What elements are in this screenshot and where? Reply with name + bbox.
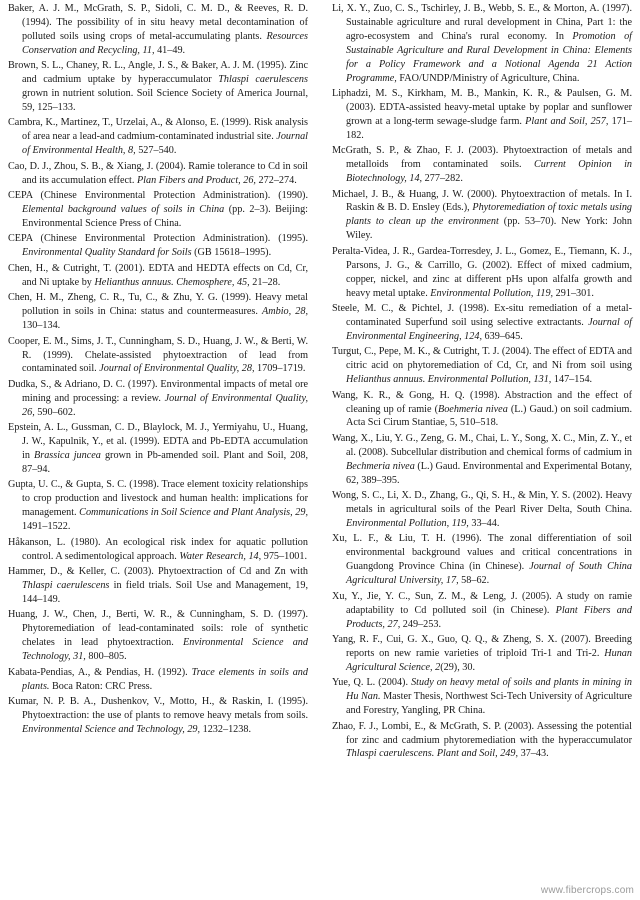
reference-text: CEPA (Chinese Environmental Protection Administration). (1995). (8, 233, 308, 245)
reference-text: Wong, S. C., Li, X. D., Zhang, G., Qi, S. H., & Min, Y. S. (2002). Heavy metals in agricultural soils of the Pearl River Delta, South China. (332, 490, 632, 516)
reference-text: FAO/UNDP/Ministry of Agriculture, China. (396, 72, 580, 84)
reference-text: 975–1001. (261, 550, 308, 562)
reference-italic-text: Elemental background values of soils in China (22, 204, 225, 216)
reference-entry (8, 478, 308, 534)
reference-italic-text: Plant and Soil, 257, (525, 115, 609, 127)
reference-italic-text: Boehmeria nivea (437, 403, 508, 415)
reference-text: Chen, H. M., Zheng, C. R., Tu, C., & Zhu, Y. G. (1999). Heavy metal pollution in soils in China: status and countermeasures. (8, 292, 308, 318)
reference-text: 291–301. (553, 287, 594, 299)
reference-text: 1491–1522. (22, 521, 71, 533)
reference-text: 37–43. (518, 748, 549, 760)
reference-italic-text: Environmental Science and Technology, 29, (22, 723, 201, 735)
reference-italic-text: Helianthus annuus. Chemosphere, 45, (94, 276, 250, 288)
reference-text: Yang, R. F., Cui, G. X., Guo, Q. Q., & Zheng, S. X. (2007). Breeding reports on new ramie varieties of triploid Tri-1 and Tri-2. (332, 634, 632, 659)
reference-entry (8, 59, 308, 115)
reference-entry (8, 565, 308, 607)
reference-text: Wang, K. R., & Gong, H. Q. (1998). Abstraction and the effect of cleaning up of ramie ( (332, 389, 632, 415)
reference-italic-text: Journal of Environmental Health, 8, (22, 131, 308, 157)
reference-text: Brown, S. L., Chaney, R. L., Angle, J. S., & Baker, A. J. M. (1995). Zinc and cadmium uptake by hyperaccumulator (8, 60, 308, 86)
reference-text: 800–805. (85, 651, 127, 663)
reference-text: grown in nutrient solution. Soil Science Society of America Journal, 59, 125–133. (22, 88, 308, 113)
reference-text: Kabata-Pendias, A., & Pendias, H. (1992). (8, 666, 192, 678)
reference-italic-text: Journal of Environmental Engineering, 124, (346, 316, 632, 342)
reference-entry (332, 532, 632, 588)
reference-italic-text: Promotion of Sustainable Agriculture and Rural Development in China: Elements for a Policy Framework and a Notional Agenda 21 Action Programme, (346, 30, 632, 84)
reference-entry (332, 633, 632, 675)
reference-text: 171–182. (346, 115, 633, 141)
reference-text: Cao, D. J., Zhou, S. B., & Xiang, J. (2004). Ramie tolerance to Cd in soil and its accumulation effect. (8, 160, 308, 186)
reference-italic-text: Study on heavy metal of soils and plants in mining in Hu Nan. (346, 677, 632, 703)
reference-text: (L.) Gaud.) on soil cadmium. Acta Sci Cirum Stantiae, 5, 510–518. (346, 403, 633, 429)
reference-entry (332, 489, 632, 531)
reference-italic-text: Ambio, 28, (262, 306, 308, 318)
reference-text: Wang, X., Liu, Y. G., Zeng, G. M., Chai, L. Y., Song, X. C., Min, Z. Y., et al. (2008). Subcellular distribution and chemical forms of cadmium in (332, 432, 632, 458)
reference-text: Kumar, N. P. B. A., Dushenkov, V., Motto, H., & Raskin, I. (1995). Phytoextraction: the use of plants to remove heavy metals from soils. (8, 696, 308, 721)
reference-text: Håkanson, L. (1980). An ecological risk index for aquatic pollution control. A sedimentological approach. (8, 536, 308, 562)
reference-italic-text: Journal of South China Agricultural University, 17, (346, 561, 632, 587)
reference-text: Li, X. Y., Zuo, C. S., Tschirley, J. B., Webb, S. E., & Morton, A. (1997). Sustainable agriculture and rural development in China, Part 1: the agro-ecosystem and China's rural economy. In (332, 3, 632, 42)
reference-italic-text: Helianthus annuus. Environmental Pollution, 131, (346, 374, 552, 386)
reference-italic-text: Current Opinion in Biotechnology, 14, (346, 159, 632, 185)
reference-text: 527–540. (135, 145, 177, 157)
reference-text: Epstein, A. L., Gussman, C. D., Blaylock, M. J., Yermiyahu, U., Huang, J. W., Kapulnik, Y., et al. (1999). EDTA and Pb-EDTA accumulation in (8, 422, 308, 462)
reference-text: Boca Raton: CRC Press. (49, 680, 153, 692)
reference-italic-text: Thlaspi caerulescens (22, 579, 110, 591)
reference-entry (332, 676, 632, 718)
reference-entry (332, 432, 632, 488)
reference-italic-text: Hunan Agricultural Science, 2 (346, 647, 632, 673)
reference-italic-text: Journal of Environmental Quality, 26, (22, 392, 308, 418)
reference-entry (332, 590, 632, 632)
reference-text: 147–154. (551, 374, 593, 386)
reference-italic-text: Environmental Science and Technology, 31, (22, 637, 308, 663)
reference-entry (8, 2, 308, 58)
reference-entry (332, 720, 632, 762)
reference-italic-text: Brassica juncea (34, 450, 101, 462)
reference-text: Baker, A. J. M., McGrath, S. P., Sidoli, C. M. D., & Reeves, R. D. (1994). The possibility of in situ heavy metal decontamination of polluted soils using crops of metal-accumulating plants. (8, 3, 308, 42)
reference-italic-text: Thlaspi caerulescens (218, 74, 308, 86)
reference-entry (8, 695, 308, 737)
reference-entry (332, 245, 632, 301)
reference-text: 1709–1719. (254, 363, 306, 375)
reference-italic-text: Phytoremediation of toxic metals using plants to clean up the environment (346, 202, 633, 228)
reference-text: (29), 30. (440, 661, 476, 673)
reference-text: Zhao, F. J., Lombi, E., & McGrath, S. P. (2003). Assessing the potential for zinc and cadmium phytoremediation with the hyperaccumulator (332, 720, 632, 746)
reference-text: 590–602. (34, 406, 76, 418)
reference-text: Dudka, S., & Adriano, D. C. (1997). Environmental impacts of metal ore mining and processing: a review. (8, 378, 308, 404)
reference-entry (8, 262, 308, 290)
reference-italic-text: Plant Fibers and Products, 27, (346, 604, 632, 630)
watermark: www.fibercrops.com (540, 885, 634, 896)
reference-text: (GB 15618–1995). (191, 247, 272, 259)
reference-text: Steele, M. C., & Pichtel, J. (1998). Ex-situ remediation of a metal-contaminated Superfund soil using selective extractants. (332, 303, 632, 328)
reference-italic-text: Journal of Environmental Quality, 28, (99, 363, 255, 375)
reference-entry (332, 188, 632, 244)
reference-text: in field trials. Soil Use and Management, 19, 144–149. (22, 579, 309, 605)
reference-entry (8, 608, 308, 664)
reference-column-right (332, 2, 632, 763)
reference-entry (332, 2, 632, 85)
reference-text: Master Thesis, Northwest Sci-Tech University of Agriculture and Forestry, Yangling, PR China. (346, 691, 632, 717)
reference-text: 58–62. (458, 575, 490, 587)
reference-italic-text: Plan Fibers and Product, 26, (136, 174, 256, 186)
reference-text: McGrath, S. P., & Zhao, F. J. (2003). Phytoextraction of metals and metalloids from contaminated soils. (332, 145, 632, 171)
reference-italic-text: Environmental Pollution, 119, (430, 287, 554, 299)
reference-entry (8, 189, 308, 231)
reference-entry (332, 144, 632, 186)
reference-text: CEPA (Chinese Environmental Protection Administration). (1990). (8, 190, 308, 202)
reference-entry (8, 335, 308, 377)
reference-italic-text: Bechmeria nivea (346, 460, 415, 472)
reference-text: Turgut, C., Pepe, M. K., & Cutright, T. J. (2004). The effect of EDTA and citric acid on phytoremediation of Cd, Cr, and Ni from soil using (332, 346, 632, 372)
reference-text: Chen, H., & Cutright, T. (2001). EDTA and HEDTA effects on Cd, Cr, and Ni uptake by (8, 262, 308, 288)
reference-text: Michael, J. B., & Huang, J. W. (2000). Phytoextraction of metals. In I. Raskin & B. D. Ensley (Eds.), (332, 188, 632, 214)
reference-text: Xu, Y., Jie, Y. C., Sun, Z. M., & Leng, J. (2005). A study on ramie adaptability to Cd polluted soil (in Chinese). (332, 590, 632, 616)
reference-text: Yue, Q. L. (2004). (332, 677, 412, 689)
reference-italic-text: Environmental Quality Standard for Soils (22, 247, 192, 259)
reference-text: Cambra, K., Martinez, T., Urzelai, A., & Alonso, E. (1999). Risk analysis of area near a lead-and cadmium-contaminated industrial site. (8, 117, 308, 143)
reference-column-left (8, 2, 308, 738)
reference-entry (332, 302, 632, 344)
reference-text: 33–44. (468, 517, 500, 529)
reference-entry (8, 291, 308, 333)
reference-text: (pp. 2–3). Beijing: Environmental Science Press of China. (22, 204, 308, 229)
reference-text: 249–253. (400, 618, 441, 630)
reference-text: 277–282. (422, 173, 463, 185)
reference-text: Liphadzi, M. S., Kirkham, M. B., Mankin, K. R., & Paulsen, G. M. (2003). EDTA-assisted heavy-metal uptake by poplar and sunflower grown at a long-term sewage-sludge farm. (332, 88, 632, 127)
reference-entry (8, 232, 308, 260)
reference-text: 41–49. (154, 44, 186, 56)
reference-text: 130–134. (22, 320, 61, 332)
reference-entry (8, 378, 308, 420)
reference-text: (L.) Gaud. Environmental and Experimental Botany, 62, 389–395. (346, 460, 632, 486)
reference-italic-text: Environmental Pollution, 119, (346, 517, 469, 529)
reference-text: 639–645. (482, 330, 523, 342)
reference-text: Hammer, D., & Keller, C. (2003). Phytoextraction of Cd and Zn with (8, 566, 308, 578)
reference-text: 21–28. (249, 276, 281, 288)
reference-italic-text: Communications in Soil Science and Plant Analysis, 29, (79, 507, 308, 519)
reference-text: Gupta, U. C., & Gupta, S. C. (1998). Trace element toxicity relationships to crop production and livestock and human health: implications for management. (8, 479, 308, 519)
reference-italic-text: Thlaspi caerulescens. Plant and Soil, 249, (346, 748, 519, 760)
reference-text: 1232–1238. (200, 723, 251, 735)
reference-entry (332, 87, 632, 143)
reference-italic-text: Water Research, 14, (179, 550, 262, 562)
reference-text: grown in Pb-amended soil. Plant and Soil, 208, 87–94. (22, 450, 309, 475)
reference-entry (8, 116, 308, 158)
reference-entry (8, 160, 308, 188)
reference-text: Peralta-Videa, J. R., Gardea-Torresdey, J. L., Gomez, E., Tiemann, K. J., Parsons, J. G., & Carrillo, G. (2002). Effect of mixed cadmium, copper, nickel, and zinc at different pHs upon alfalfa growth and heavy metal uptake. (332, 245, 632, 299)
reference-entry (8, 421, 308, 477)
reference-italic-text: Trace elements in soils and plants. (22, 666, 308, 692)
reference-text: Cooper, E. M., Sims, J. T., Cunningham, S. D., Huang, J. W., & Berti, W. R. (1999). Chelate-assisted phytoextraction of lead from contaminated soil. (8, 335, 308, 375)
reference-entry (8, 666, 308, 694)
reference-italic-text: Resources Conservation and Recycling, 11, (22, 30, 308, 56)
reference-text: (pp. 53–70). New York: John Wiley. (346, 216, 632, 242)
reference-text: Xu, L. F., & Liu, T. H. (1996). The zonal differentiation of soil environmental background values and critical concentrations in Guangdong Province China (in Chinese). (332, 533, 632, 573)
reference-text: Huang, J. W., Chen, J., Berti, W. R., & Cunningham, S. D. (1997). Phytoremediation of lead-contaminated soils: role of synthetic chelates in lead phytoextraction. (8, 609, 308, 649)
reference-text: 272–274. (255, 174, 297, 186)
reference-entry (332, 389, 632, 431)
reference-entry (8, 536, 308, 564)
reference-entry (332, 345, 632, 387)
